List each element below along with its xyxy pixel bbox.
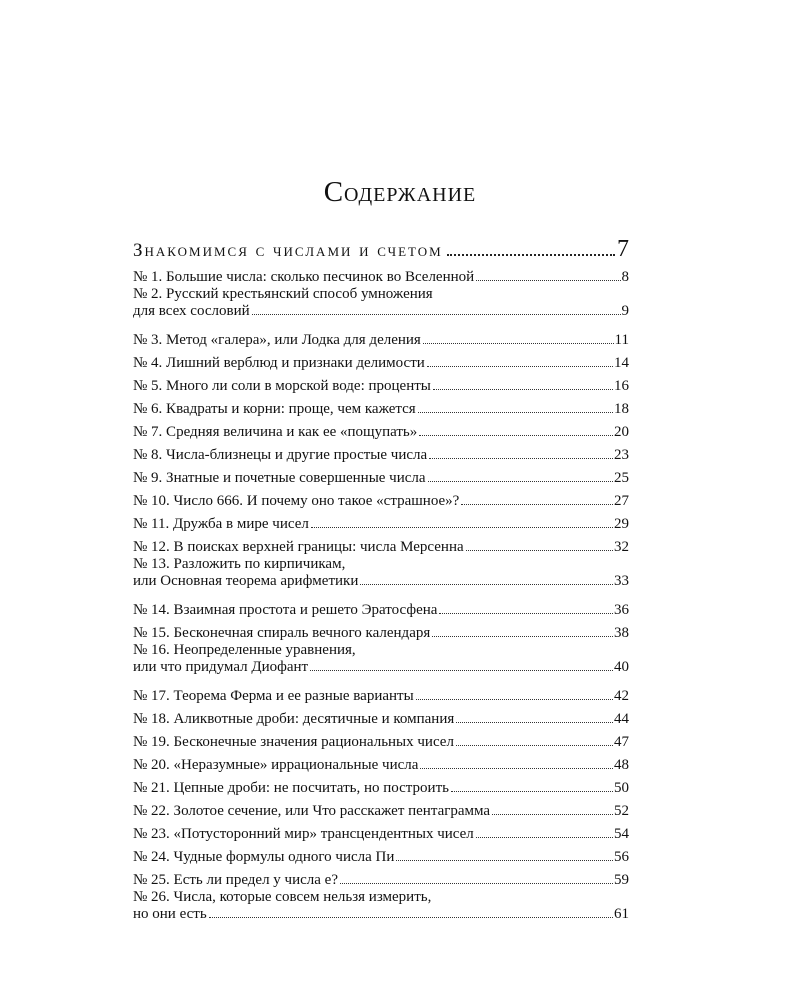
entry-title: или Основная теорема арифметики (133, 573, 359, 589)
dot-leader (461, 504, 613, 505)
entry-title: № 11. Дружба в мире чисел (133, 516, 309, 532)
entry-title: № 24. Чудные формулы одного числа Пи (133, 849, 395, 865)
toc-entry[interactable] (133, 596, 629, 619)
entry-page-number: 29 (614, 516, 629, 532)
dot-leader (476, 837, 613, 838)
dot-leader (492, 814, 613, 815)
dot-leader (418, 412, 613, 413)
entry-page-number: 14 (614, 355, 629, 371)
entry-title-line: № 16. Неопределенные уравнения, (133, 642, 356, 658)
entry-page-number: 9 (621, 303, 629, 319)
toc-entry[interactable] (133, 866, 629, 889)
dot-leader (416, 699, 613, 700)
dot-leader (420, 768, 613, 769)
entry-title: № 12. В поисках верхней границы: числа Мерсенна (133, 539, 464, 555)
toc-entry[interactable] (133, 619, 629, 642)
entry-title: № 21. Цепные дроби: не посчитать, но построить (133, 780, 449, 796)
entry-title: № 22. Золотое сечение, или Что расскажет пентаграмма (133, 803, 491, 819)
toc-entry[interactable] (133, 797, 629, 820)
entry-page-number: 38 (614, 625, 629, 641)
entry-title: № 15. Бесконечная спираль вечного календаря (133, 625, 431, 641)
entry-page-number: 44 (614, 711, 629, 727)
entry-title: № 25. Есть ли предел у числа е? (133, 872, 338, 888)
dot-leader (429, 458, 613, 459)
entry-page-number: 36 (614, 602, 629, 618)
entry-title: № 5. Много ли соли в морской воде: проценты (133, 378, 431, 394)
page-title: Содержание (323, 176, 477, 208)
dot-leader (476, 280, 620, 281)
entry-title: № 8. Числа-близнецы и другие простые числа (133, 447, 428, 463)
entry-page-number: 52 (614, 803, 629, 819)
dot-leader (209, 917, 613, 918)
entry-page-number: 25 (614, 470, 629, 486)
toc-entry[interactable] (133, 682, 629, 705)
dot-leader (311, 527, 613, 528)
dot-leader (310, 670, 613, 671)
section-page-number: 7 (617, 236, 629, 262)
toc-entry[interactable] (133, 533, 629, 556)
entry-title: № 6. Квадраты и корни: проще, чем кажется (133, 401, 416, 417)
toc-entry[interactable] (133, 487, 629, 510)
entry-page-number: 8 (621, 269, 629, 285)
entry-title: № 18. Аликвотные дроби: десятичные и компания (133, 711, 455, 727)
dot-leader (433, 389, 613, 390)
section-label: Знакомимся с числами и счетом (133, 240, 443, 261)
toc-section-heading[interactable] (133, 236, 629, 263)
toc-entry[interactable] (133, 510, 629, 533)
entry-title: № 9. Знатные и почетные совершенные числа (133, 470, 426, 486)
entry-page-number: 23 (614, 447, 629, 463)
toc-entry[interactable] (133, 372, 629, 395)
toc-entry[interactable] (133, 843, 629, 866)
dot-leader (432, 636, 613, 637)
toc-entry[interactable] (133, 395, 629, 418)
entry-title: № 14. Взаимная простота и решето Эратосфена (133, 602, 438, 618)
toc-entry[interactable] (133, 418, 629, 441)
entry-title: но они есть (133, 906, 207, 922)
toc-entry[interactable] (133, 751, 629, 774)
entry-title: для всех сословий (133, 303, 250, 319)
toc-entry[interactable] (133, 820, 629, 843)
toc-entry[interactable] (133, 326, 629, 349)
entry-title-line: № 26. Числа, которые совсем нельзя измерить, (133, 889, 432, 905)
dot-leader (427, 366, 613, 367)
entry-title: № 19. Бесконечные значения рациональных чисел (133, 734, 454, 750)
toc-entry[interactable] (133, 774, 629, 797)
entry-page-number: 54 (614, 826, 629, 842)
entry-page-number: 61 (614, 906, 629, 922)
dot-leader (340, 883, 613, 884)
entry-title-line: № 13. Разложить по кирпичикам, (133, 556, 346, 572)
toc-entry[interactable] (133, 263, 629, 286)
entry-title: № 23. «Потусторонний мир» трансцендентных чисел (133, 826, 474, 842)
dot-leader (428, 481, 613, 482)
toc-entry[interactable] (133, 349, 629, 372)
entry-title: № 4. Лишний верблюд и признаки делимости (133, 355, 425, 371)
toc-entry[interactable] (133, 441, 629, 464)
dot-leader (451, 791, 613, 792)
entry-page-number: 18 (614, 401, 629, 417)
entry-title: № 1. Большие числа: сколько песчинок во Вселенной (133, 269, 475, 285)
dot-leader (456, 745, 613, 746)
entry-page-number: 42 (614, 688, 629, 704)
entry-page-number: 16 (614, 378, 629, 394)
dot-leader (423, 343, 614, 344)
entry-page-number: 40 (614, 659, 629, 675)
entry-page-number: 32 (614, 539, 629, 555)
dot-leader (252, 314, 621, 315)
entry-title: № 3. Метод «галера», или Лодка для деления (133, 332, 421, 348)
entry-title: или что придумал Диофант (133, 659, 309, 675)
entry-page-number: 56 (614, 849, 629, 865)
toc-entry[interactable] (133, 889, 629, 929)
entry-title-line: № 2. Русский крестьянский способ умножения (133, 286, 433, 302)
entry-title: № 20. «Неразумные» иррациональные числа (133, 757, 419, 773)
entry-page-number: 20 (614, 424, 629, 440)
entry-page-number: 48 (614, 757, 629, 773)
table-of-contents (133, 236, 629, 929)
toc-entry[interactable] (133, 556, 629, 596)
dot-leader (466, 550, 613, 551)
entry-title: № 7. Средняя величина и как ее «пощупать» (133, 424, 418, 440)
toc-entry[interactable] (133, 286, 629, 326)
entry-page-number: 11 (614, 332, 629, 348)
entry-page-number: 59 (614, 872, 629, 888)
dot-leader (456, 722, 613, 723)
entry-title: № 17. Теорема Ферма и ее разные варианты (133, 688, 414, 704)
dot-leader (419, 435, 613, 436)
dot-leader (396, 860, 613, 861)
dot-leader (439, 613, 613, 614)
toc-entries (133, 263, 629, 929)
dot-leader (360, 584, 613, 585)
entry-page-number: 33 (614, 573, 629, 589)
toc-entry[interactable] (133, 642, 629, 682)
toc-entry[interactable] (133, 705, 629, 728)
entry-page-number: 27 (614, 493, 629, 509)
entry-page-number: 47 (614, 734, 629, 750)
toc-entry[interactable] (133, 464, 629, 487)
dot-leader (447, 254, 615, 256)
entry-title: № 10. Число 666. И почему оно такое «страшное»? (133, 493, 460, 509)
toc-entry[interactable] (133, 728, 629, 751)
entry-page-number: 50 (614, 780, 629, 796)
